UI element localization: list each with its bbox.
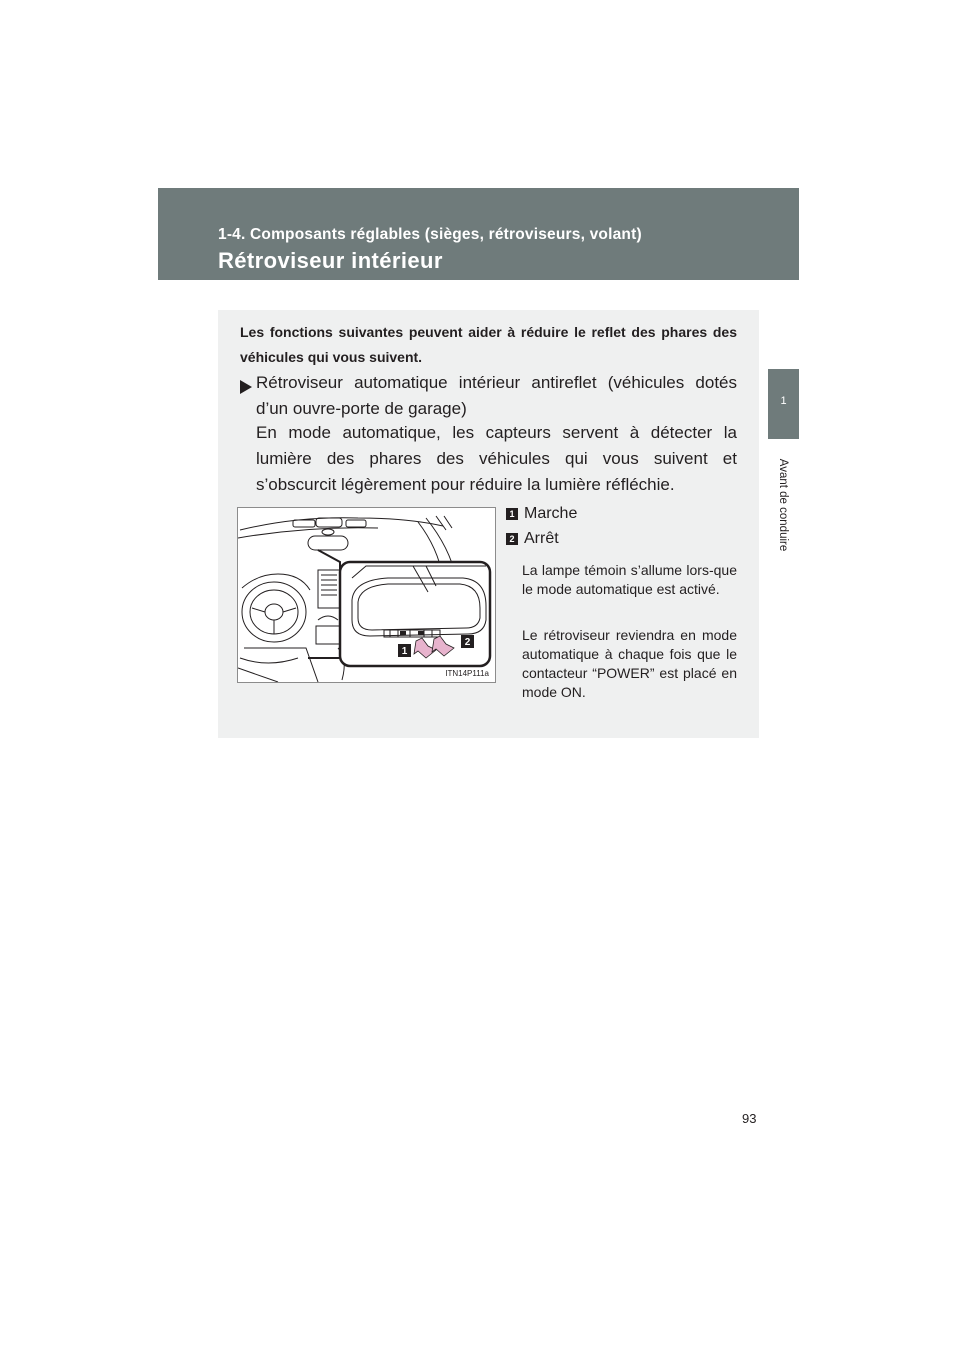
legend-label: Arrêt: [524, 530, 559, 547]
bullet-arrow-icon: [240, 380, 252, 394]
legend-label: Marche: [524, 505, 578, 522]
mirror-illustration: [237, 507, 496, 683]
chapter-label: Avant de conduire: [777, 458, 789, 552]
chapter-number: 1: [780, 395, 787, 407]
callout-1-label: 1: [401, 646, 408, 657]
description-text: En mode automatique, les capteurs servent à détecter la lumière des phares des véhicules qui vous suivent et s’obscurcit légèrement pour réduire la lumière réfléchie.: [256, 423, 737, 494]
bullet-title: Rétroviseur automatique intérieur antireflet (véhicules dotés d’un ouvre-porte de garage): [256, 373, 737, 418]
chapter-tab: [768, 369, 799, 439]
page-header: [158, 188, 799, 280]
content-box: [218, 310, 759, 738]
car-interior-drawing: [238, 508, 495, 682]
page-title: Rétroviseur intérieur: [218, 248, 443, 273]
chapter-label-container: [768, 445, 799, 565]
page-number: 93: [742, 1111, 757, 1126]
intro-text: Les fonctions suivantes peuvent aider à réduire le reflet des phares des véhicules qui vous suivent.: [240, 324, 737, 365]
section-heading: 1-4. Composants réglables (sièges, rétroviseurs, volant): [218, 226, 642, 243]
legend-number-badge: 1: [506, 508, 518, 520]
note-text: La lampe témoin s’allume lors-que le mode automatique est activé.: [522, 562, 737, 597]
note-text: Le rétroviseur reviendra en mode automatique à chaque fois que le contacteur “POWER” est placé en mode ON.: [522, 627, 737, 700]
callout-2-label: 2: [464, 637, 471, 648]
legend-number-badge: 2: [506, 533, 518, 545]
figure-code: ITN14P111a: [445, 669, 489, 678]
